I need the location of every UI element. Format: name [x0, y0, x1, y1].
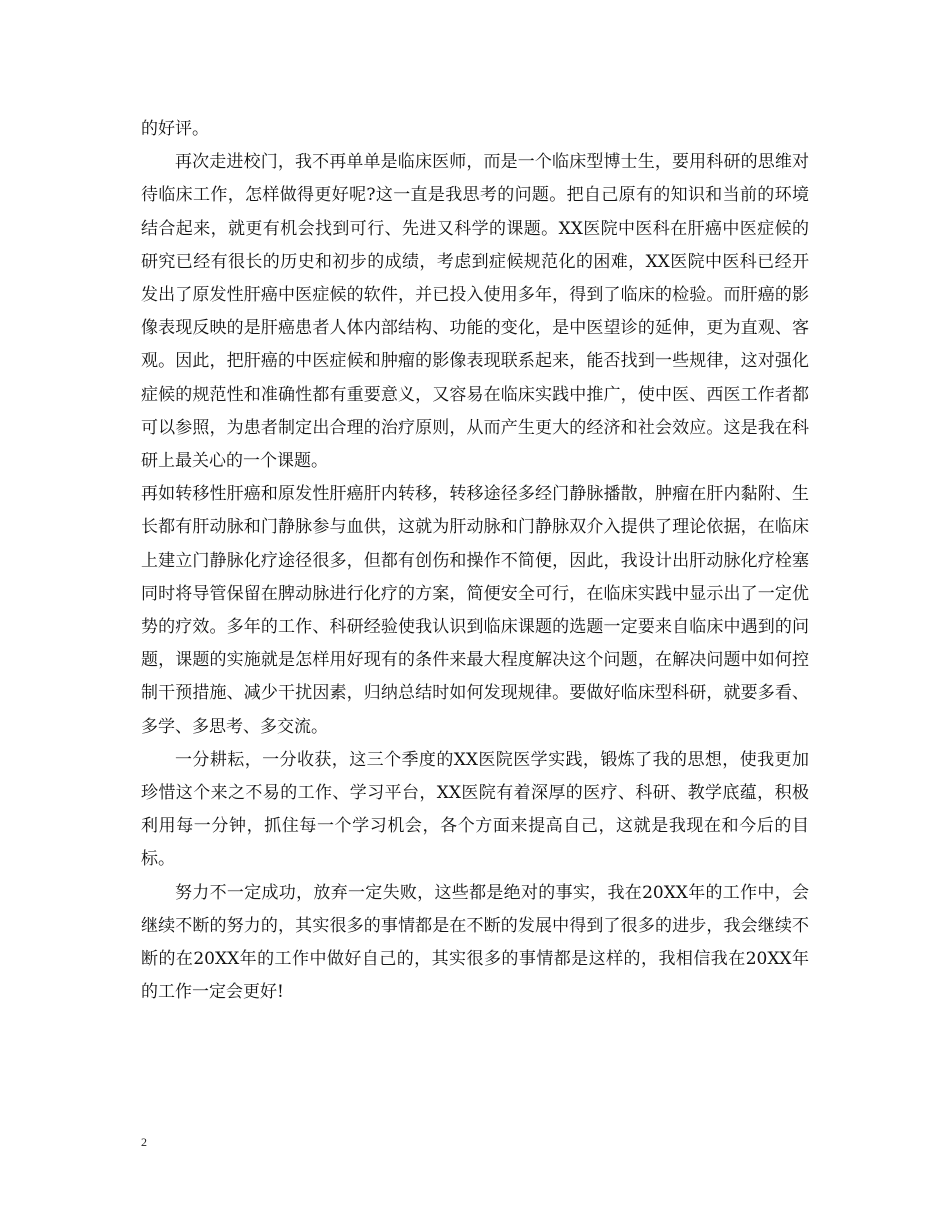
paragraph-effort: 努力不一定成功，放弃一定失败，这些都是绝对的事实，我在20XX年的工作中，会继续不断的努力的，其实很多的事情都是在不断的发展中得到了很多的进步，我会继续不断的在20XX年的工作中做好自己的，其实很多的事情都是这样的，我相信我在20XX年的工作一定会更好! — [141, 882, 809, 1003]
paragraph-harvest: 一分耕耘，一分收获，这三个季度的XX医院医学实践，锻炼了我的思想，使我更加珍惜这个来之不易的工作、学习平台，XX医院有着深厚的医疗、科研、教学底蕴，积极利用每一分钟，抓住每一个学习机会，各个方面来提高自己，这就是我现在和今后的目标。 — [141, 749, 809, 870]
paragraph-research-thinking: 再次走进校门，我不再单单是临床医师，而是一个临床型博士生，要用科研的思维对待临床工作，怎样做得更好呢?这一直是我思考的问题。把自己原有的知识和当前的环境结合起来，就更有机会找到可行、先进又科学的课题。XX医院中医科在肝癌中医症候的研究已经有很长的历史和初步的成绩，考虑到症候规范化的困难，XX医院中医科已经开发出了原发性肝癌中医症候的软件，并已投入使用多年，得到了临床的检验。而肝癌的影像表现反映的是肝癌患者人体内部结构、功能的变化，是中医望诊的延伸，更为直观、客观。因此，把肝癌的中医症候和肿瘤的影像表现联系起来，能否找到一些规律，这对强化症候的规范性和准确性都有重要意义，又容易在临床实践中推广，使中医、西医工作者都可以参照，为患者制定出合理的治疗原则，从而产生更大的经济和社会效应。这是我在科研上最关心的一个课题。 — [141, 152, 809, 472]
paragraph-continuation: 的好评。 — [141, 119, 209, 139]
page-number: 2 — [141, 1135, 147, 1149]
paragraph-metastatic-liver-cancer: 再如转移性肝癌和原发性肝癌肝内转移，转移途径多经门静脉播散，肿瘤在肝内黏附、生长都有肝动脉和门静脉参与血供，这就为肝动脉和门静脉双介入提供了理论依据，在临床上建立门静脉化疗途径很多，但都有创伤和操作不简便，因此，我设计出肝动脉化疗栓塞同时将导管保留在脾动脉进行化疗的方案，简便安全可行，在临床实践中显示出了一定优势的疗效。多年的工作、科研经验使我认识到临床课题的选题一定要来自临床中遇到的问题，课题的实施就是怎样用好现有的条件来最大程度解决这个问题，在解决问题中如何控制干预措施、减少干扰因素，归纳总结时如何发现规律。要做好临床型科研，就要多看、多学、多思考、多交流。 — [141, 484, 809, 737]
body-text — [141, 113, 809, 1009]
